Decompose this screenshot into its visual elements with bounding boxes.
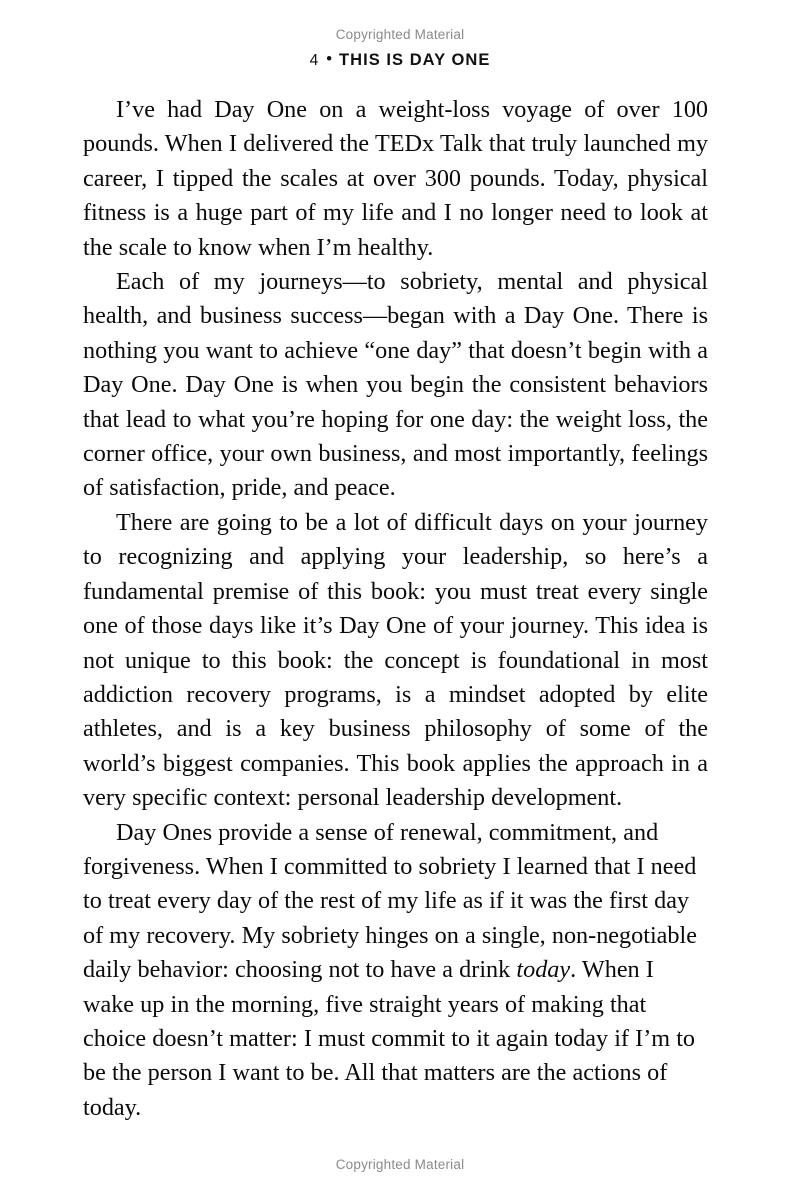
book-title: THIS IS DAY ONE — [338, 51, 491, 69]
paragraph-1: I’ve had Day One on a weight-loss voyage of over 100 pounds. When I delivered the TEDx Talk that truly launched my career, I tipped the scales at over 300 pounds. Today, physical fitness is a huge part of my life and I no longer need to look at the scale to know when I’m healthy. — [83, 96, 708, 261]
page-number: 4 — [309, 52, 319, 69]
copyright-watermark-bottom: Copyrighted Material — [335, 1157, 465, 1172]
body-text-column — [83, 93, 708, 1125]
paragraph-4-text-after-italic: . When I wake up in the morning, five straight years of making that choice doesn’t matter: I must commit to it again today if I’m to be the person I want to be. All that matters are the actions of today. — [83, 956, 696, 1121]
running-head-separator-bullet-icon: • — [326, 50, 332, 68]
running-head — [0, 51, 800, 70]
copyright-watermark-top: Copyrighted Material — [335, 27, 465, 42]
paragraph-4-text-before-italic: Day Ones provide a sense of renewal, commitment, and forgiveness. When I committed to sobriety I learned that I need to treat every day of the rest of my life as if it was the first day of my recovery. My sobriety hinges on a single, non-negotiable daily behavior: choosing not to have a drink — [83, 818, 697, 984]
emphasis-today: today — [516, 956, 571, 984]
paragraph-3: There are going to be a lot of difficult days on your journey to recognizing and applying your leadership, so here’s a fundamental premise of this book: you must treat every single one of those days like it’s Day One of your journey. This idea is not unique to this book: the concept is foundational in most addiction recovery programs, is a mindset adopted by elite athletes, and is a key business philosophy of some of the world’s biggest companies. This book applies the approach in a very specific context: personal leadership development. — [83, 508, 708, 812]
paragraph-2: Each of my journeys—to sobriety, mental and physical health, and business success—began with a Day One. There is nothing you want to achieve “one day” that doesn’t begin with a Day One. Day One is when you begin the consistent behaviors that lead to what you’re hoping for one day: the weight loss, the corner office, your own business, and most importantly, feelings of satisfaction, pride, and peace. — [83, 268, 708, 502]
paragraph-4 — [83, 816, 708, 1126]
